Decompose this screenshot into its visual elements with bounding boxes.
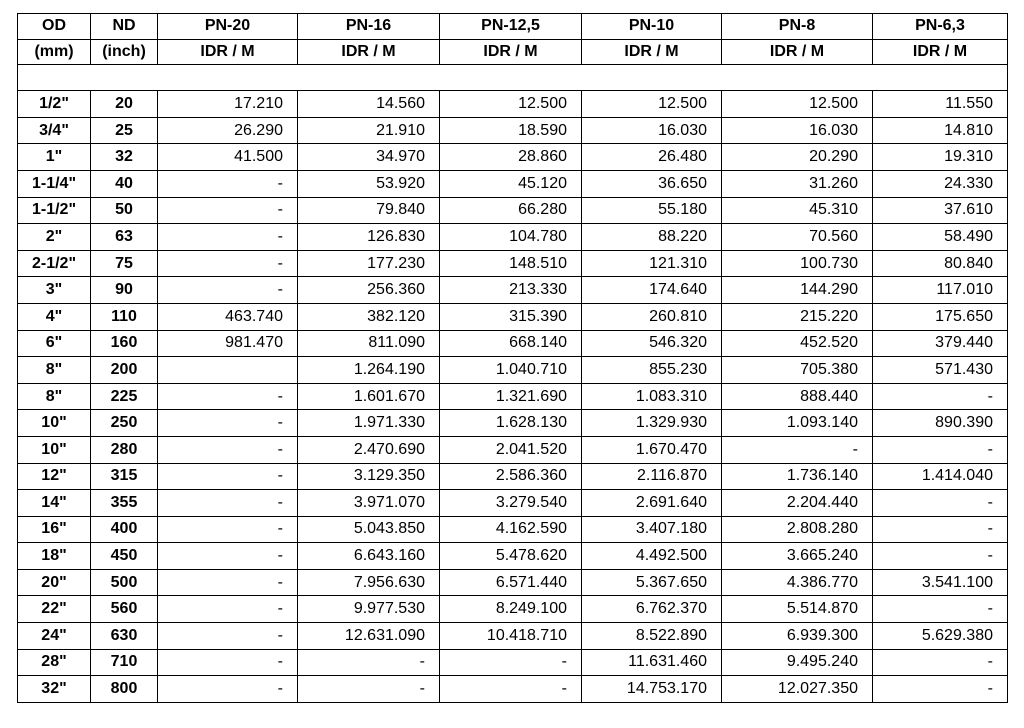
price-cell: 2.808.280 xyxy=(722,516,873,543)
price-cell: 1.628.130 xyxy=(440,410,582,437)
price-cell: - xyxy=(158,170,298,197)
price-cell: 12.500 xyxy=(582,91,722,118)
price-cell: - xyxy=(158,383,298,410)
price-cell: 3.407.180 xyxy=(582,516,722,543)
price-cell: 379.440 xyxy=(873,330,1008,357)
nd-cell: 560 xyxy=(91,596,158,623)
price-cell: 28.860 xyxy=(440,144,582,171)
price-cell: 668.140 xyxy=(440,330,582,357)
table-row xyxy=(18,596,1008,623)
nd-cell: 500 xyxy=(91,569,158,596)
nd-cell: 90 xyxy=(91,277,158,304)
price-cell: 315.390 xyxy=(440,303,582,330)
od-cell: 8" xyxy=(18,357,91,384)
od-cell: 10" xyxy=(18,410,91,437)
table-row xyxy=(18,224,1008,251)
price-cell: 53.920 xyxy=(298,170,440,197)
price-cell: 41.500 xyxy=(158,144,298,171)
price-cell: 16.030 xyxy=(722,117,873,144)
price-cell: 34.970 xyxy=(298,144,440,171)
price-cell: 5.629.380 xyxy=(873,623,1008,650)
nd-cell: 400 xyxy=(91,516,158,543)
od-cell: 24" xyxy=(18,623,91,650)
price-cell: 5.043.850 xyxy=(298,516,440,543)
price-cell: 855.230 xyxy=(582,357,722,384)
price-cell: 256.360 xyxy=(298,277,440,304)
price-cell: 3.541.100 xyxy=(873,569,1008,596)
price-cell: 58.490 xyxy=(873,224,1008,251)
price-cell: 1.414.040 xyxy=(873,463,1008,490)
price-cell: 2.470.690 xyxy=(298,436,440,463)
price-cell: - xyxy=(158,277,298,304)
price-cell: 1.093.140 xyxy=(722,410,873,437)
header-pn12-5-unit: IDR / M xyxy=(440,39,582,65)
price-cell: 177.230 xyxy=(298,250,440,277)
price-cell: - xyxy=(158,463,298,490)
price-cell: - xyxy=(873,676,1008,703)
nd-cell: 32 xyxy=(91,144,158,171)
price-cell: 3.129.350 xyxy=(298,463,440,490)
price-cell: 12.500 xyxy=(440,91,582,118)
price-cell: 452.520 xyxy=(722,330,873,357)
price-cell: 14.560 xyxy=(298,91,440,118)
price-cell: - xyxy=(298,676,440,703)
header-pn8-unit: IDR / M xyxy=(722,39,873,65)
od-cell: 8" xyxy=(18,383,91,410)
price-cell: 1.670.470 xyxy=(582,436,722,463)
price-cell: 80.840 xyxy=(873,250,1008,277)
price-cell: 3.279.540 xyxy=(440,490,582,517)
price-cell: 705.380 xyxy=(722,357,873,384)
price-cell: - xyxy=(298,649,440,676)
nd-cell: 250 xyxy=(91,410,158,437)
price-cell: 1.083.310 xyxy=(582,383,722,410)
price-cell: - xyxy=(873,649,1008,676)
price-cell: - xyxy=(158,224,298,251)
header-pn20-unit: IDR / M xyxy=(158,39,298,65)
table-row xyxy=(18,197,1008,224)
price-cell: - xyxy=(158,197,298,224)
price-cell: 5.367.650 xyxy=(582,569,722,596)
price-cell: 1.329.930 xyxy=(582,410,722,437)
price-cell: 126.830 xyxy=(298,224,440,251)
price-cell: - xyxy=(873,543,1008,570)
table-row xyxy=(18,91,1008,118)
nd-cell: 200 xyxy=(91,357,158,384)
price-cell: - xyxy=(873,383,1008,410)
price-cell: - xyxy=(158,410,298,437)
table-row xyxy=(18,117,1008,144)
price-cell: 20.290 xyxy=(722,144,873,171)
price-cell: 26.290 xyxy=(158,117,298,144)
price-cell: 7.956.630 xyxy=(298,569,440,596)
price-cell: 888.440 xyxy=(722,383,873,410)
price-cell: 175.650 xyxy=(873,303,1008,330)
price-cell: 8.522.890 xyxy=(582,623,722,650)
nd-cell: 450 xyxy=(91,543,158,570)
header-row-units xyxy=(18,39,1008,65)
price-cell: 463.740 xyxy=(158,303,298,330)
table-row xyxy=(18,569,1008,596)
price-cell: 2.041.520 xyxy=(440,436,582,463)
header-pn8: PN-8 xyxy=(722,14,873,40)
price-cell: 19.310 xyxy=(873,144,1008,171)
od-cell: 4" xyxy=(18,303,91,330)
nd-cell: 355 xyxy=(91,490,158,517)
price-cell: 1.264.190 xyxy=(298,357,440,384)
price-cell: 18.590 xyxy=(440,117,582,144)
price-cell: 4.386.770 xyxy=(722,569,873,596)
nd-cell: 40 xyxy=(91,170,158,197)
table-row xyxy=(18,463,1008,490)
price-cell: 6.762.370 xyxy=(582,596,722,623)
price-cell: 174.640 xyxy=(582,277,722,304)
price-cell: 12.631.090 xyxy=(298,623,440,650)
price-cell: 6.571.440 xyxy=(440,569,582,596)
price-cell: 213.330 xyxy=(440,277,582,304)
od-cell: 6" xyxy=(18,330,91,357)
price-cell: 9.495.240 xyxy=(722,649,873,676)
price-cell: - xyxy=(440,649,582,676)
table-row xyxy=(18,170,1008,197)
od-cell: 2-1/2" xyxy=(18,250,91,277)
price-cell: 11.550 xyxy=(873,91,1008,118)
header-pn20: PN-20 xyxy=(158,14,298,40)
price-cell: 88.220 xyxy=(582,224,722,251)
od-cell: 18" xyxy=(18,543,91,570)
price-cell: 2.116.870 xyxy=(582,463,722,490)
price-cell: 2.204.440 xyxy=(722,490,873,517)
price-cell: - xyxy=(873,490,1008,517)
nd-cell: 315 xyxy=(91,463,158,490)
header-od-unit: (mm) xyxy=(18,39,91,65)
nd-cell: 280 xyxy=(91,436,158,463)
price-cell: - xyxy=(158,569,298,596)
table-body xyxy=(18,65,1008,703)
price-cell: 6.939.300 xyxy=(722,623,873,650)
header-pn6-3: PN-6,3 xyxy=(873,14,1008,40)
header-nd-unit: (inch) xyxy=(91,39,158,65)
price-cell: 1.321.690 xyxy=(440,383,582,410)
price-cell: - xyxy=(722,436,873,463)
price-cell: - xyxy=(440,676,582,703)
price-cell: 3.971.070 xyxy=(298,490,440,517)
price-cell: 121.310 xyxy=(582,250,722,277)
price-cell: - xyxy=(158,649,298,676)
table-row xyxy=(18,623,1008,650)
nd-cell: 75 xyxy=(91,250,158,277)
od-cell: 16" xyxy=(18,516,91,543)
price-cell: - xyxy=(873,596,1008,623)
spacer-row xyxy=(18,65,1008,91)
price-cell: 2.586.360 xyxy=(440,463,582,490)
od-cell: 12" xyxy=(18,463,91,490)
nd-cell: 50 xyxy=(91,197,158,224)
price-cell: 6.643.160 xyxy=(298,543,440,570)
price-cell: 1.040.710 xyxy=(440,357,582,384)
table-row xyxy=(18,357,1008,384)
price-cell: 24.330 xyxy=(873,170,1008,197)
table-row xyxy=(18,383,1008,410)
table-row xyxy=(18,543,1008,570)
od-cell: 20" xyxy=(18,569,91,596)
nd-cell: 25 xyxy=(91,117,158,144)
od-cell: 22" xyxy=(18,596,91,623)
od-cell: 2" xyxy=(18,224,91,251)
price-cell: 148.510 xyxy=(440,250,582,277)
price-cell: 144.290 xyxy=(722,277,873,304)
pipe-price-table xyxy=(17,13,1008,703)
price-cell: 79.840 xyxy=(298,197,440,224)
nd-cell: 63 xyxy=(91,224,158,251)
spacer-cell xyxy=(18,65,1008,91)
price-cell: 12.027.350 xyxy=(722,676,873,703)
od-cell: 10" xyxy=(18,436,91,463)
price-cell: 8.249.100 xyxy=(440,596,582,623)
od-cell: 14" xyxy=(18,490,91,517)
price-cell: 382.120 xyxy=(298,303,440,330)
price-cell: - xyxy=(158,250,298,277)
header-pn12-5: PN-12,5 xyxy=(440,14,582,40)
od-cell: 3" xyxy=(18,277,91,304)
price-cell: 981.470 xyxy=(158,330,298,357)
price-cell: 811.090 xyxy=(298,330,440,357)
price-cell: - xyxy=(158,490,298,517)
od-cell: 1" xyxy=(18,144,91,171)
header-pn16-unit: IDR / M xyxy=(298,39,440,65)
nd-cell: 160 xyxy=(91,330,158,357)
price-cell: 26.480 xyxy=(582,144,722,171)
price-cell: 117.010 xyxy=(873,277,1008,304)
nd-cell: 710 xyxy=(91,649,158,676)
nd-cell: 225 xyxy=(91,383,158,410)
nd-cell: 630 xyxy=(91,623,158,650)
table-row xyxy=(18,490,1008,517)
price-cell: 36.650 xyxy=(582,170,722,197)
price-cell: 21.910 xyxy=(298,117,440,144)
header-pn6-3-unit: IDR / M xyxy=(873,39,1008,65)
price-cell: 4.162.590 xyxy=(440,516,582,543)
price-cell: 5.514.870 xyxy=(722,596,873,623)
price-cell: 5.478.620 xyxy=(440,543,582,570)
price-cell: 890.390 xyxy=(873,410,1008,437)
price-cell: 1.736.140 xyxy=(722,463,873,490)
price-cell: - xyxy=(158,596,298,623)
nd-cell: 20 xyxy=(91,91,158,118)
table-row xyxy=(18,436,1008,463)
header-pn10-unit: IDR / M xyxy=(582,39,722,65)
price-cell: 55.180 xyxy=(582,197,722,224)
price-cell: - xyxy=(158,516,298,543)
price-cell: 104.780 xyxy=(440,224,582,251)
price-cell: 1.971.330 xyxy=(298,410,440,437)
price-cell: - xyxy=(158,543,298,570)
od-cell: 3/4" xyxy=(18,117,91,144)
price-cell: 215.220 xyxy=(722,303,873,330)
price-cell: 100.730 xyxy=(722,250,873,277)
price-cell: 17.210 xyxy=(158,91,298,118)
price-cell: 2.691.640 xyxy=(582,490,722,517)
price-cell: 14.753.170 xyxy=(582,676,722,703)
price-cell: 66.280 xyxy=(440,197,582,224)
od-cell: 28" xyxy=(18,649,91,676)
price-cell: - xyxy=(873,516,1008,543)
price-cell: 45.120 xyxy=(440,170,582,197)
header-pn16: PN-16 xyxy=(298,14,440,40)
price-cell: - xyxy=(873,436,1008,463)
header-od: OD xyxy=(18,14,91,40)
price-cell: 3.665.240 xyxy=(722,543,873,570)
price-cell: 10.418.710 xyxy=(440,623,582,650)
price-cell: - xyxy=(158,623,298,650)
od-cell: 32" xyxy=(18,676,91,703)
price-cell: 260.810 xyxy=(582,303,722,330)
price-cell: 11.631.460 xyxy=(582,649,722,676)
price-cell: 1.601.670 xyxy=(298,383,440,410)
header-pn10: PN-10 xyxy=(582,14,722,40)
price-cell: 4.492.500 xyxy=(582,543,722,570)
price-cell: 14.810 xyxy=(873,117,1008,144)
price-cell: 9.977.530 xyxy=(298,596,440,623)
price-cell: - xyxy=(158,436,298,463)
price-cell xyxy=(158,357,298,384)
table-row xyxy=(18,410,1008,437)
od-cell: 1-1/2" xyxy=(18,197,91,224)
nd-cell: 110 xyxy=(91,303,158,330)
header-row-top xyxy=(18,14,1008,40)
nd-cell: 800 xyxy=(91,676,158,703)
table-header xyxy=(18,14,1008,65)
price-cell: 31.260 xyxy=(722,170,873,197)
price-cell: 571.430 xyxy=(873,357,1008,384)
table-row xyxy=(18,676,1008,703)
table-row xyxy=(18,277,1008,304)
table-row xyxy=(18,144,1008,171)
price-cell: 16.030 xyxy=(582,117,722,144)
price-cell: 37.610 xyxy=(873,197,1008,224)
price-cell: 45.310 xyxy=(722,197,873,224)
table-row xyxy=(18,516,1008,543)
table-row xyxy=(18,303,1008,330)
table-row xyxy=(18,330,1008,357)
price-cell: 12.500 xyxy=(722,91,873,118)
header-nd: ND xyxy=(91,14,158,40)
price-cell: 70.560 xyxy=(722,224,873,251)
od-cell: 1-1/4" xyxy=(18,170,91,197)
price-cell: - xyxy=(158,676,298,703)
price-cell: 546.320 xyxy=(582,330,722,357)
table-row xyxy=(18,250,1008,277)
table-row xyxy=(18,649,1008,676)
od-cell: 1/2" xyxy=(18,91,91,118)
